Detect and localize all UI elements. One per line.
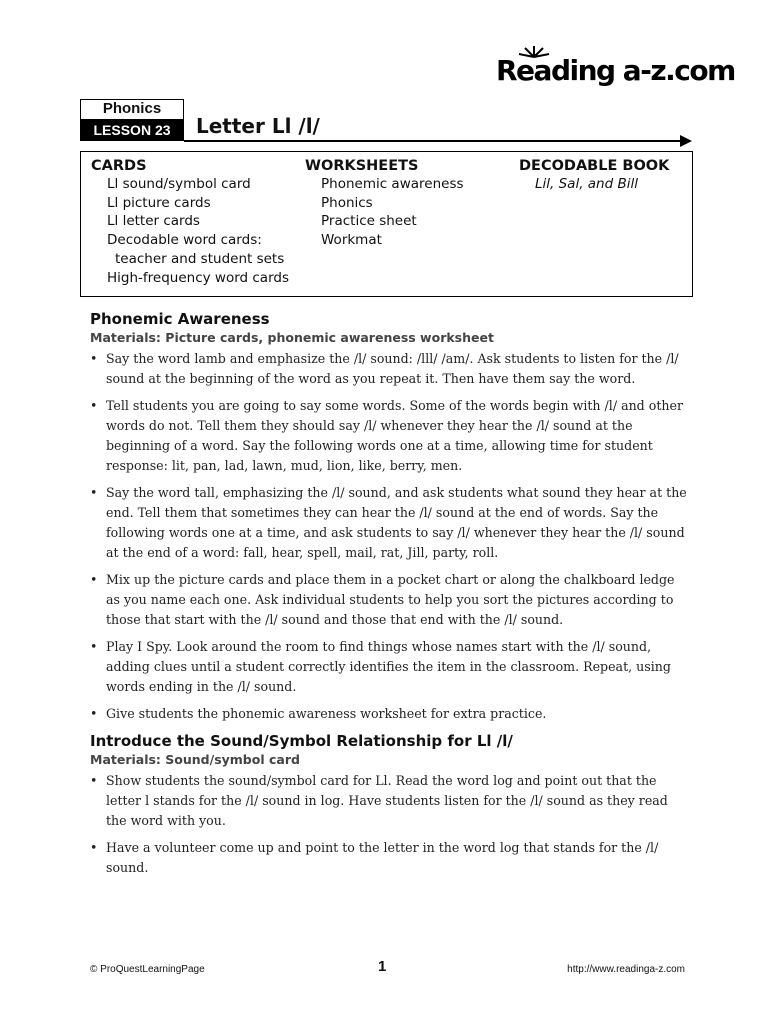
page-number: 1	[378, 958, 387, 975]
lesson-title: Letter Ll /l/	[196, 114, 320, 138]
decodable-book-column	[519, 158, 669, 194]
list-item	[90, 637, 690, 697]
list-item	[90, 396, 690, 476]
list-item	[90, 771, 690, 831]
worksheets-item: Phonics	[321, 194, 373, 211]
logo-text: Reading a-z.com	[496, 54, 735, 87]
list-item-text: Show students the sound/symbol card for Ll. Read the word log and point out that the letter l stands for the /l/ sound in log. Have students listen for the /l/ sound as they read the word with you.	[106, 773, 668, 828]
bullet-icon: •	[90, 706, 98, 721]
section-materials: Materials: Picture cards, phonemic awareness worksheet	[90, 330, 494, 345]
list-item	[90, 838, 690, 878]
cards-item: Ll sound/symbol card	[107, 176, 251, 192]
worksheets-heading: WORKSHEETS	[305, 158, 419, 174]
list-item-text: Give students the phonemic awareness worksheet for extra practice.	[106, 706, 547, 721]
section-heading: Phonemic Awareness	[90, 310, 270, 328]
list-item	[90, 570, 690, 630]
bullet-icon: •	[90, 572, 98, 587]
header-rule	[184, 140, 684, 142]
worksheets-item: Phonemic awareness	[321, 176, 464, 192]
list-item-text: Say the word tall, emphasizing the /l/ sound, and ask students what sound they hear at the end. Tell them that sometimes they can hear the /l/ sound at the end of words. Say the following words one at a time, and ask students to say /l/ whenever they hear the /l/ sound at the end of a word: fall, hear, spell, mail, rat, Jill, party, roll.	[106, 485, 687, 560]
arrow-right-icon	[680, 135, 692, 147]
worksheets-column	[305, 158, 464, 250]
list-item-text: Have a volunteer come up and point to the letter in the word log that stands for the /l/ sound.	[106, 840, 659, 875]
lesson-number: LESSON 23	[80, 120, 184, 141]
cards-item: Decodable word cards:	[107, 232, 262, 249]
worksheets-item: Workmat	[321, 232, 382, 249]
sound-symbol-section	[90, 732, 690, 885]
cards-item: teacher and student sets	[115, 250, 285, 267]
subject-label: Phonics	[80, 99, 184, 120]
decodable-book-heading: DECODABLE BOOK	[519, 158, 670, 174]
bullet-icon: •	[90, 639, 98, 654]
section-materials: Materials: Sound/symbol card	[90, 752, 300, 767]
cards-item: High-frequency word cards	[107, 269, 289, 286]
list-item-text: Mix up the picture cards and place them in a pocket chart or along the chalkboard ledge as you name each one. Ask individual students to help you sort the pictures according to those that start with the /l/ sound and those that end with the /l/ sound.	[106, 572, 675, 627]
cards-column	[91, 158, 289, 287]
worksheets-item: Practice sheet	[321, 213, 417, 230]
bullet-icon: •	[90, 398, 98, 413]
bullet-icon: •	[90, 485, 98, 500]
list-item-text: Tell students you are going to say some words. Some of the words begin with /l/ and other words do not. Tell them they should say /l/ whenever they hear the /l/ sound at the beginning of a word. Say the following words one at a time, allowing time for student response: lit, pan, lad, lawn, mud, lion, like, berry, men.	[106, 398, 683, 473]
section-heading: Introduce the Sound/Symbol Relationship for Ll /l/	[90, 732, 513, 750]
bullet-icon: •	[90, 840, 98, 855]
list-item	[90, 483, 690, 563]
readinga-z-logo	[496, 48, 735, 98]
footer-copyright: © ProQuestLearningPage	[90, 964, 205, 975]
decodable-book-title: Lil, Sal, and Bill	[535, 176, 638, 192]
materials-box	[80, 151, 693, 297]
cards-item: Ll picture cards	[107, 194, 211, 211]
footer-url[interactable]: http://www.readinga-z.com	[567, 964, 685, 975]
list-item	[90, 704, 690, 724]
phonemic-awareness-section	[90, 310, 690, 731]
bullet-icon: •	[90, 773, 98, 788]
cards-heading: CARDS	[91, 158, 147, 174]
list-item-text: Play I Spy. Look around the room to find things whose names start with the /l/ sound, adding clues until a student correctly identifies the item in the classroom. Repeat, using words ending in the /l/ sound.	[106, 639, 671, 694]
list-item-text: Say the word lamb and emphasize the /l/ sound: /lll/ /am/. Ask students to listen for the /l/ sound at the beginning of the word as you repeat it. Then have them say the word.	[106, 351, 679, 386]
list-item	[90, 349, 690, 389]
cards-item: Ll letter cards	[107, 213, 200, 230]
bullet-icon: •	[90, 351, 98, 366]
